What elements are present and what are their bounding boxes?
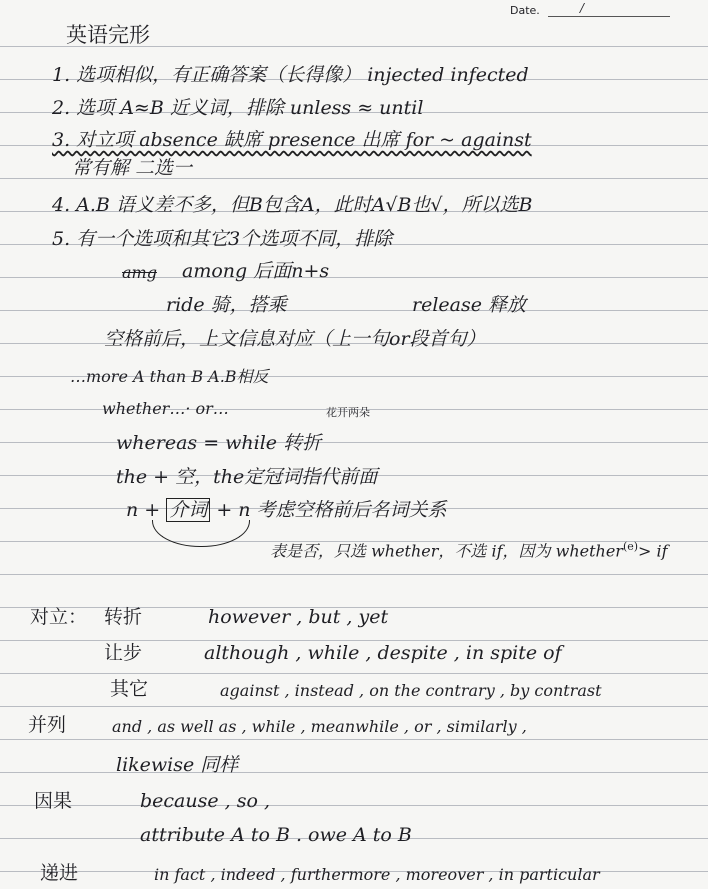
whether-if-superscript: (e) — [622, 540, 639, 553]
date-line — [548, 16, 670, 17]
progression-label: 递进 — [40, 862, 79, 884]
rule-1: 1. 选项相似，有正确答案（长得像） injected infected — [52, 64, 529, 86]
note-among: among 后面n+s — [182, 260, 330, 282]
contrast-label: 对立： — [30, 606, 88, 628]
rule-3-note: 常有解 二选一 — [72, 157, 193, 179]
whether-if-text: 表是否，只选 whether，不选 if，因为 whether — [270, 541, 623, 561]
parallel-likewise: likewise 同样 — [116, 754, 239, 776]
progression-words: in fact , indeed , furthermore , moreover , in particular — [154, 865, 600, 884]
note-more-than: …more A than B A.B相反 — [70, 367, 269, 386]
cause-attribute: attribute A to B . owe A to B — [140, 824, 412, 846]
note-whereas: whereas = while 转折 — [116, 432, 322, 454]
other-label: 其它 — [110, 678, 149, 700]
rule-5: 5. 有一个选项和其它3个选项不同，排除 — [52, 228, 393, 250]
concession-label: 让步 — [104, 642, 143, 664]
date-value: / — [580, 1, 585, 15]
note-whether-or: whether…· or… — [102, 399, 229, 418]
other-words: against , instead , on the contrary , by contrast — [220, 681, 602, 700]
concession-words: although , while , despite , in spite of — [204, 642, 562, 664]
prep-pattern-left: n + — [126, 499, 161, 521]
transition-words: however , but , yet — [208, 606, 389, 628]
struck-word: amg — [122, 263, 157, 282]
prep-pattern-right: + n 考虑空格前后名词关系 — [216, 499, 447, 521]
rule-2: 2. 选项 A≈B 近义词，排除 unless ≈ until — [52, 97, 424, 119]
bracket-arc — [152, 520, 250, 547]
note-the-blank: the + 空，the定冠词指代前面 — [116, 466, 378, 488]
date-label: Date. — [510, 4, 540, 17]
rule-3: 3. 对立项 absence 缺席 presence 出席 for ~ against — [52, 129, 532, 151]
note-ride: ride 骑，搭乘 — [166, 294, 287, 316]
prep-boxed-word: 介词 — [166, 498, 210, 522]
note-release: release 释放 — [412, 294, 527, 316]
parallel-words: and , as well as , while , meanwhile , or , similarly , — [112, 717, 527, 736]
note-whether-if — [270, 536, 668, 562]
parallel-label: 并列 — [28, 714, 67, 736]
note-prep-pattern — [126, 499, 447, 521]
note-whether-or-aside: 花开两朵 — [326, 406, 370, 419]
page-title: 英语完形 — [66, 23, 150, 47]
rule-4: 4. A.B 语义差不多，但B包含A，此时A√B也√，所以选B — [52, 194, 533, 216]
transition-label: 转折 — [104, 606, 143, 628]
cause-label: 因果 — [34, 790, 73, 812]
note-blank-context: 空格前后，上文信息对应（上一句or段首句） — [104, 328, 486, 350]
cause-words: because , so , — [140, 790, 270, 812]
whether-if-end: > if — [638, 541, 668, 561]
